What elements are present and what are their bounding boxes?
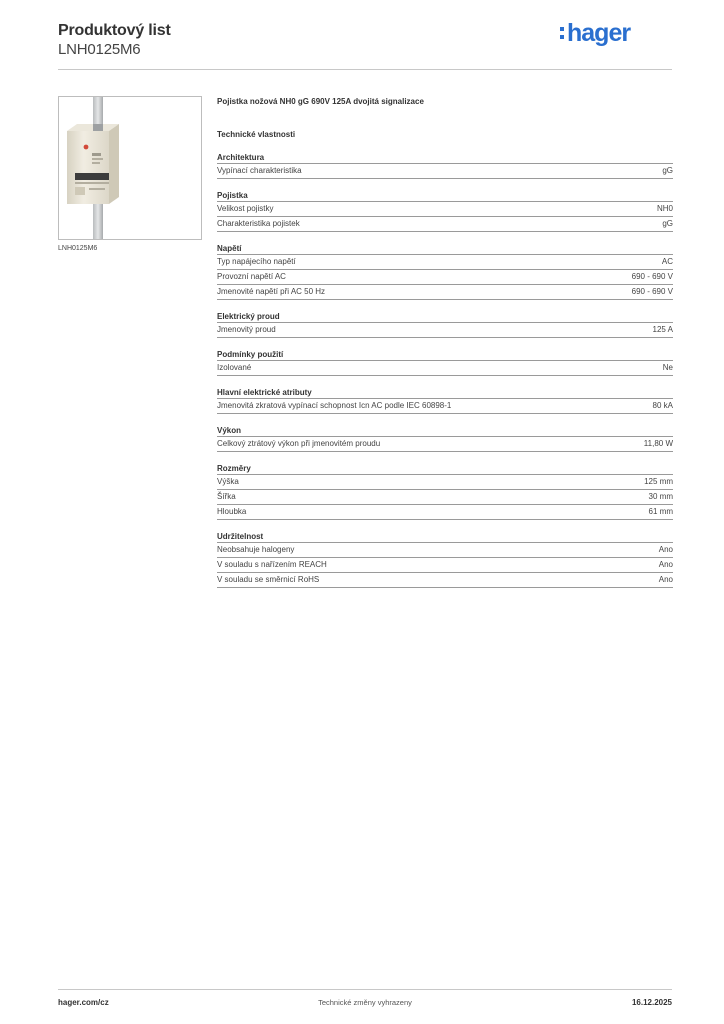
spec-value: 690 - 690 V (631, 287, 673, 296)
section-hlavni-elektricke-atributy (217, 387, 673, 414)
footer-divider (58, 989, 672, 990)
spec-label: Typ napájecího napětí (217, 257, 296, 266)
spec-row (217, 270, 673, 285)
spec-label: V souladu se směrnicí RoHS (217, 575, 320, 584)
spec-label: Jmenovitá zkratová vypínací schopnost Icn AC podle IEC 60898-1 (217, 401, 452, 410)
spec-row (217, 573, 673, 588)
spec-value: Ano (658, 545, 673, 554)
section-napeti (217, 243, 673, 300)
tech-properties-heading: Technické vlastnosti (217, 130, 296, 139)
spec-value: 61 mm (648, 507, 673, 516)
section-udrzitelnost (217, 531, 673, 588)
spec-label: Celkový ztrátový výkon při jmenovitém proudu (217, 439, 381, 448)
spec-row (217, 202, 673, 217)
spec-value: 690 - 690 V (631, 272, 673, 281)
spec-label: Hloubka (217, 507, 247, 516)
spec-value: 30 mm (648, 492, 673, 501)
product-description: Pojistka nožová NH0 gG 690V 125A dvojitá signalizace (217, 97, 424, 106)
section-vykon (217, 425, 673, 452)
spec-label: Výška (217, 477, 239, 486)
spec-label: V souladu s nařízením REACH (217, 560, 327, 569)
spec-label: Neobsahuje halogeny (217, 545, 295, 554)
spec-value: 125 mm (644, 477, 673, 486)
section-title: Pojistka (217, 190, 673, 202)
spec-value: Ne (662, 363, 673, 372)
section-elektricky-proud (217, 311, 673, 338)
spec-label: Jmenovité napětí při AC 50 Hz (217, 287, 326, 296)
spec-row (217, 558, 673, 573)
spec-row (217, 490, 673, 505)
footer-notice: Technické změny vyhrazeny (318, 998, 412, 1007)
spec-row (217, 164, 673, 179)
spec-label: Šířka (217, 492, 236, 501)
spec-row (217, 505, 673, 520)
website-link[interactable]: hager.com/cz (58, 998, 109, 1007)
hager-logo (559, 18, 654, 48)
logo-text: hager (567, 19, 631, 47)
header-divider (58, 69, 672, 70)
section-title: Udržitelnost (217, 531, 673, 543)
section-title: Hlavní elektrické atributy (217, 387, 673, 399)
spec-row (217, 255, 673, 270)
spec-row (217, 323, 673, 338)
spec-value: 80 kA (652, 401, 673, 410)
spec-row (217, 285, 673, 300)
spec-label: Izolované (217, 363, 252, 372)
page-title: Produktový list (58, 22, 171, 39)
spec-value: gG (662, 166, 673, 175)
section-title: Podmínky použití (217, 349, 673, 361)
image-caption: LNH0125M6 (58, 245, 98, 252)
spec-row (217, 543, 673, 558)
section-podminky-pouziti (217, 349, 673, 376)
page-header (58, 19, 672, 70)
section-title: Rozměry (217, 463, 673, 475)
section-pojistka (217, 190, 673, 232)
spec-value: 11,80 W (643, 439, 673, 448)
footer-date: 16.12.2025 (631, 998, 672, 1007)
spec-value: 125 A (652, 325, 673, 334)
spec-row (217, 361, 673, 376)
section-architektura (217, 152, 673, 179)
spec-label: Charakteristika pojistek (217, 219, 300, 228)
section-title: Napětí (217, 243, 673, 255)
product-details (217, 96, 673, 588)
section-title: Elektrický proud (217, 311, 673, 323)
product-image (58, 96, 202, 240)
fuse-product-photo-icon (59, 97, 202, 240)
section-rozmery (217, 463, 673, 520)
spec-label: Provozní napětí AC (217, 272, 286, 281)
spec-label: Jmenovitý proud (217, 325, 276, 334)
spec-value: AC (661, 257, 673, 266)
section-title: Výkon (217, 425, 673, 437)
spec-value: Ano (658, 575, 673, 584)
spec-value: Ano (658, 560, 673, 569)
product-code: LNH0125M6 (58, 41, 141, 58)
section-title: Architektura (217, 152, 673, 164)
spec-row (217, 437, 673, 452)
spec-row (217, 475, 673, 490)
spec-value: gG (662, 219, 673, 228)
spec-label: Vypínací charakteristika (217, 166, 302, 175)
spec-label: Velikost pojistky (217, 204, 274, 213)
spec-value: NH0 (656, 204, 673, 213)
spec-row (217, 399, 673, 414)
page-footer (58, 998, 672, 1010)
spec-row (217, 217, 673, 232)
